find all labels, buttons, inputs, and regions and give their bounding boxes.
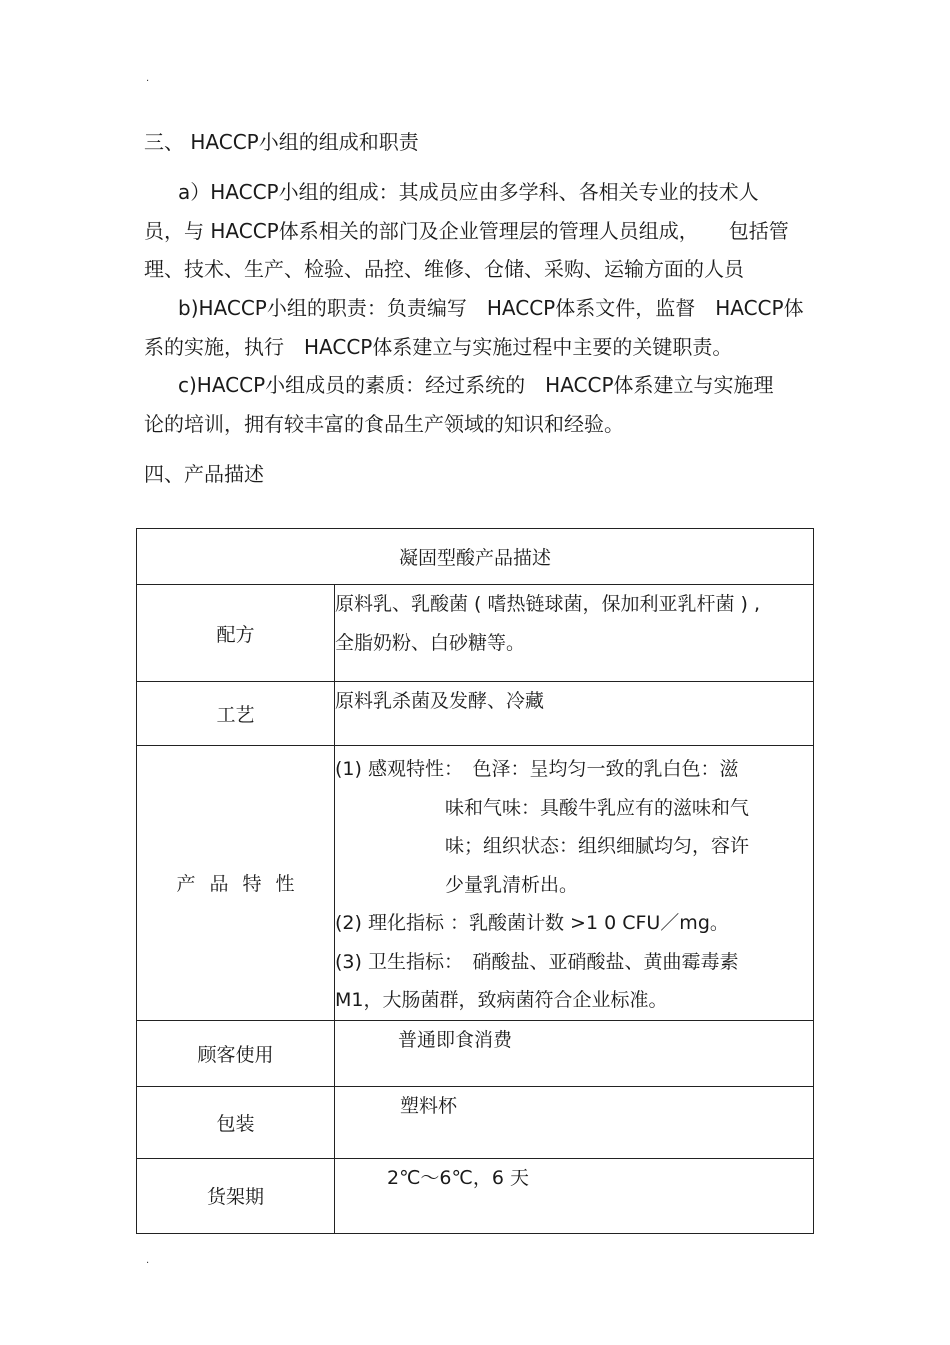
value-line: 原料乳杀菌及发酵、冷藏 (335, 690, 545, 712)
row-label-characteristics-text: 产品特性 (176, 873, 309, 896)
row-value-process (335, 682, 814, 746)
table-row-process (137, 682, 814, 746)
paragraph-a (144, 173, 812, 289)
page-marker-top: . (146, 73, 150, 84)
paragraph-b (144, 289, 812, 366)
paragraph-c-line: 论的培训，拥有较丰富的食品生产领域的知识和经验。 (144, 411, 624, 436)
row-label-customer-use: 顾客使用 (137, 1020, 335, 1086)
table-row-shelf-life (137, 1158, 814, 1233)
row-label-process: 工艺 (137, 682, 335, 746)
paragraph-a-line: 员，与 HACCP体系相关的部门及企业管理层的管理人员组成， 包括管 (144, 218, 789, 243)
value-line: 塑料杯 (400, 1094, 458, 1117)
paragraph-b-line: 系的实施，执行 HACCP体系建立与实施过程中主要的关键职责。 (144, 334, 733, 359)
row-value-customer-use (335, 1020, 814, 1086)
section-4-heading: 四、产品描述 (144, 462, 264, 486)
row-label-shelf-life: 货架期 (137, 1158, 335, 1233)
paragraph-a-line: a）HACCP小组的组成：其成员应由多学科、各相关专业的技术人 (178, 180, 759, 204)
value-line: (3) 卫生指标： 硝酸盐、亚硝酸盐、黄曲霉毒素 (335, 950, 739, 973)
table-row-packaging (137, 1086, 814, 1158)
value-line: (1) 感观特性： 色泽：呈均匀一致的乳白色：滋 (335, 758, 739, 780)
paragraph-a-line: 理、技术、生产、检验、品控、维修、仓储、采购、运输方面的人员 (144, 257, 744, 281)
table-title: 凝固型酸产品描述 (137, 529, 814, 585)
page-marker-bottom: . (146, 1255, 150, 1266)
row-value-shelf-life (335, 1158, 814, 1233)
paragraph-c (144, 366, 812, 443)
paragraph-c-line: c)HACCP小组成员的素质：经过系统的 HACCP体系建立与实施理 (178, 373, 774, 397)
section-3-heading: 三、 HACCP小组的组成和职责 (144, 130, 419, 154)
table-row-customer-use (137, 1020, 814, 1086)
value-line: 少量乳清析出。 (445, 873, 579, 896)
table-row-formula (137, 585, 814, 682)
row-label-formula: 配方 (137, 585, 335, 682)
value-line: 味；组织状态：组织细腻均匀，容许 (445, 835, 750, 857)
row-value-formula (335, 585, 814, 682)
value-line: 全脂奶粉、白砂糖等。 (335, 631, 526, 654)
row-value-packaging (335, 1086, 814, 1158)
table-row-characteristics (137, 746, 814, 1021)
row-value-characteristics (335, 746, 814, 1021)
paragraph-b-line: b)HACCP小组的职责：负责编写 HACCP体系文件，监督 HACCP体 (178, 296, 804, 320)
value-line: M1，大肠菌群，致病菌符合企业标准。 (335, 989, 668, 1011)
value-line: 原料乳、乳酸菌 ( 嗜热链球菌，保加利亚乳杆菌 ) , (335, 593, 761, 615)
value-line: 2℃～6℃，6 天 (387, 1166, 529, 1189)
value-line: 味和气味：具酸牛乳应有的滋味和气 (445, 796, 750, 819)
value-line: (2) 理化指标 ：乳酸菌计数 >1 0 CFU／mg。 (335, 912, 729, 934)
row-label-packaging: 包装 (137, 1086, 335, 1158)
table-title-row (137, 529, 814, 585)
product-description-table (136, 528, 814, 1234)
value-line: 普通即食消费 (398, 1028, 513, 1051)
row-label-characteristics (137, 746, 335, 1021)
